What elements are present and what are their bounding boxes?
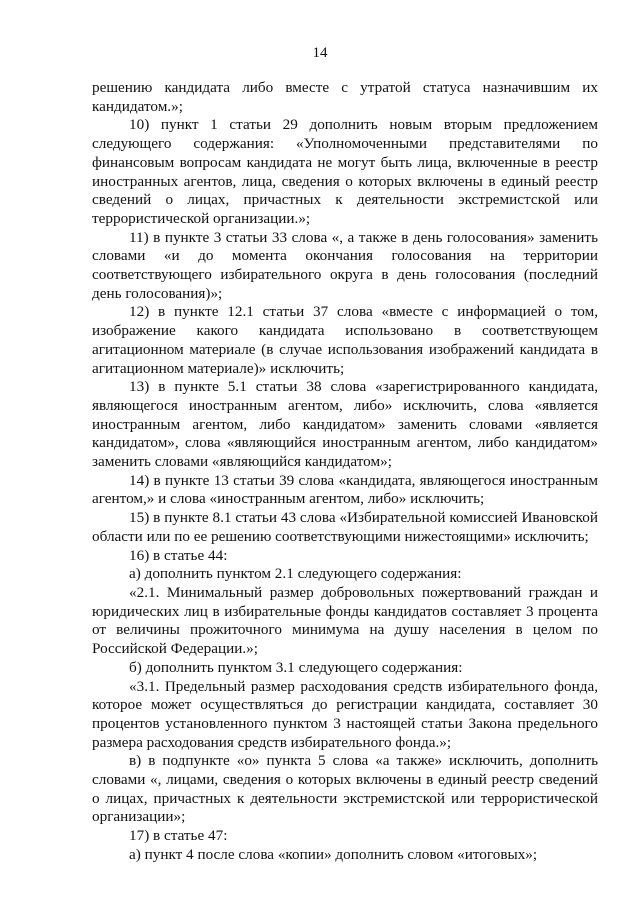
paragraph-item-10: 10) пункт 1 статьи 29 дополнить новым вторым предложением следующего содержания: «Уполномоченными представителями по финансовым вопросам кандидата не могут быть лица, включенные в реестр иностранных агентов, лица, сведения о которых включены в единый реестр сведений о лицах, причастных к деятельности экстремистской или террористической организации.»;	[92, 116, 598, 227]
paragraph-item-13: 13) в пункте 5.1 статьи 38 слова «зарегистрированного кандидата, являющегося иностранным агентом, либо» исключить, слова «является иностранным агентом, либо кандидатом» заменить словами «является кандидатом», слова «являющийся иностранным агентом, либо кандидатом» заменить словами «являющийся кандидатом»;	[92, 378, 598, 471]
paragraph-item-11: 11) в пункте 3 статьи 33 слова «, а также в день голосования» заменить словами «и до момента окончания голосования на территории соответствующего избирательного округа в день голосования (последний день голосования)»;	[92, 228, 598, 302]
paragraph-item-12: 12) в пункте 12.1 статьи 37 слова «вместе с информацией о том, изображение какого кандидата использовано в соответствующем агитационном материале (в случае использования изображений кандидата в агитационном материале)» исключить;	[92, 303, 598, 377]
paragraph-item-16: 16) в статье 44:	[129, 546, 228, 564]
paragraph-item-16a: а) дополнить пунктом 2.1 следующего содержания:	[129, 565, 462, 583]
page-number: 14	[312, 45, 328, 61]
paragraph-item-17: 17) в статье 47:	[129, 827, 228, 845]
paragraph-item-16b: б) дополнить пунктом 3.1 следующего содержания:	[129, 658, 463, 676]
paragraph-continuation: решению кандидата либо вместе с утратой статуса назначившим их кандидатом.»;	[92, 79, 598, 115]
document-body	[92, 79, 598, 865]
paragraph-item-14: 14) в пункте 13 статьи 39 слова «кандидата, являющегося иностранным агентом,» и слова «иностранным агентом, либо» исключить;	[92, 471, 598, 508]
paragraph-item-15: 15) в пункте 8.1 статьи 43 слова «Избирательной комиссией Ивановской области или по ее решению соответствующими нижестоящими» исключить;	[92, 509, 598, 545]
paragraph-quote-2-1: «2.1. Минимальный размер добровольных пожертвований граждан и юридических лиц в избирательные фонды кандидатов составляет 3 процента от величины прожиточного минимума на душу населения в целом по Российской Федерации.»;	[92, 583, 598, 658]
paragraph-quote-3-1: «3.1. Предельный размер расходования средств избирательного фонда, которое может осуществляться до регистрации кандидата, составляет 30 процентов установленного пунктом 3 настоящей статьи Закона предельного размера расходования средств избирательного фонда.»;	[92, 677, 598, 751]
paragraph-item-16v: в) в подпункте «о» пункта 5 слова «а также» исключить, дополнить словами «, лицами, сведения о которых включены в единый реестр сведений о лицах, причастных к деятельности экстремистской или террористической организации»;	[92, 752, 598, 826]
paragraph-item-17a: а) пункт 4 после слова «копии» дополнить словом «итоговых»;	[129, 845, 538, 863]
